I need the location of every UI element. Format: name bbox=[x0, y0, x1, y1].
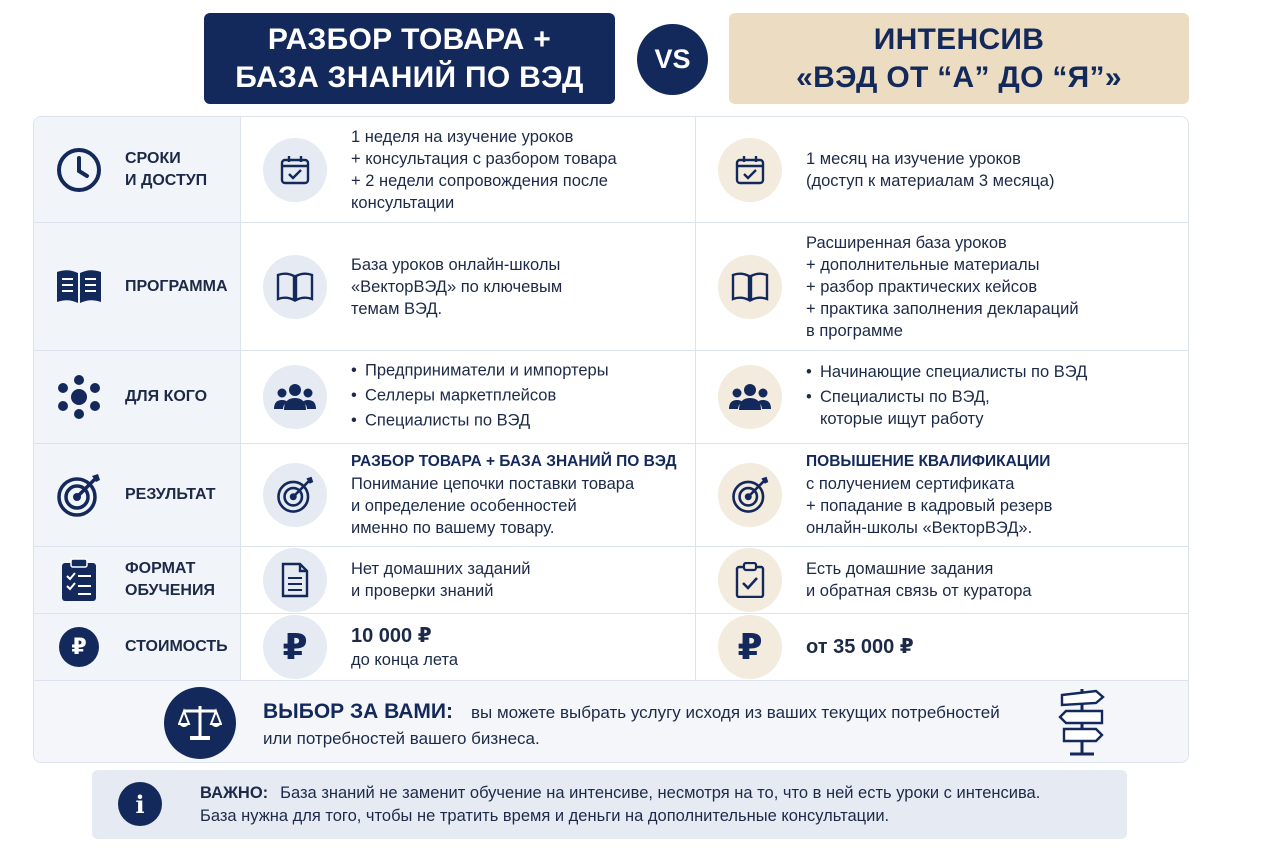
plan-a-text: 10 000 ₽ до конца лета bbox=[351, 625, 459, 669]
gear-people-icon bbox=[54, 372, 104, 422]
plan-a-header bbox=[204, 13, 615, 104]
row-label: ФОРМАТ ОБУЧЕНИЯ bbox=[125, 560, 215, 599]
users-group-icon bbox=[718, 365, 782, 429]
row-label: СРОКИ И ДОСТУП bbox=[125, 149, 208, 189]
row-result bbox=[34, 444, 1189, 547]
plan-b-cell bbox=[696, 223, 1189, 350]
plan-a-text: База уроков онлайн-школы «ВекторВЭД» по ключевым темам ВЭД. bbox=[351, 255, 563, 318]
plan-b-text: • Начинающие специалисты по ВЭД • Специалисты по ВЭД, которые ищут работу bbox=[806, 361, 1178, 433]
plan-a-text: Нет домашних заданий и проверки знаний bbox=[351, 560, 531, 600]
plan-a-cell bbox=[241, 547, 696, 613]
calendar-check-icon bbox=[718, 138, 782, 202]
info-icon: i bbox=[118, 782, 162, 826]
checklist-icon bbox=[54, 555, 104, 605]
plan-b-cell bbox=[696, 444, 1189, 546]
book-icon bbox=[54, 262, 104, 312]
plan-b-cell bbox=[696, 117, 1189, 222]
row-label-cell bbox=[34, 351, 241, 443]
plan-a-cell bbox=[241, 351, 696, 443]
ruble-icon: ₽ bbox=[263, 615, 327, 679]
plan-a-text: 1 неделя на изучение уроков + консультация с разбором товара + 2 недели сопровождения после консультации bbox=[351, 127, 617, 212]
plan-a-cell bbox=[241, 614, 696, 680]
target-icon bbox=[54, 470, 104, 520]
row-label-cell bbox=[34, 444, 241, 546]
row-format bbox=[34, 547, 1189, 614]
row-price bbox=[34, 614, 1189, 681]
row-label: ДЛЯ КОГО bbox=[125, 388, 208, 405]
important-note bbox=[92, 770, 1127, 839]
scales-icon bbox=[164, 687, 236, 759]
signpost-icon bbox=[1056, 685, 1108, 763]
plan-b-text: от 35 000 ₽ bbox=[806, 636, 914, 658]
row-label-cell bbox=[34, 117, 241, 222]
vs-badge: VS bbox=[637, 24, 708, 95]
open-book-icon bbox=[718, 255, 782, 319]
row-label-cell bbox=[34, 614, 241, 680]
choice-section bbox=[34, 681, 1189, 763]
row-label: СТОИМОСТЬ bbox=[125, 638, 228, 655]
clock-icon bbox=[54, 145, 104, 195]
plan-b-text: ПОВЫШЕНИЕ КВАЛИФИКАЦИИ с получением сертификата + попадание в кадровый резерв онлайн-школы «ВекторВЭД». bbox=[806, 453, 1053, 537]
ruble-icon: ₽ bbox=[54, 622, 104, 672]
target-icon bbox=[263, 463, 327, 527]
users-group-icon bbox=[263, 365, 327, 429]
plan-a-title-line2: БАЗА ЗНАНИЙ ПО ВЭД bbox=[235, 60, 584, 94]
plan-a-cell bbox=[241, 223, 696, 350]
plan-b-cell bbox=[696, 614, 1189, 680]
plan-a-text: РАЗБОР ТОВАРА + БАЗА ЗНАНИЙ ПО ВЭД Понимание цепочки поставки товара и определение особенностей именно по вашему товару. bbox=[351, 453, 677, 537]
plan-a-cell bbox=[241, 117, 696, 222]
row-label-cell bbox=[34, 547, 241, 613]
plan-a-text: • Предприниматели и импортеры • Селлеры маркетплейсов • Специалисты по ВЭД bbox=[351, 360, 683, 435]
plan-b-text: 1 месяц на изучение уроков (доступ к материалам 3 месяца) bbox=[806, 149, 1055, 190]
plan-a-title-line1: РАЗБОР ТОВАРА + bbox=[267, 22, 552, 56]
document-icon bbox=[263, 548, 327, 612]
choice-title: ВЫБОР ЗА ВАМИ: bbox=[263, 700, 454, 723]
plan-b-title-line2: «ВЭД ОТ “А” ДО “Я”» bbox=[796, 60, 1122, 94]
note-text: ВАЖНО: База знаний не заменит обучение на интенсиве, несмотря на то, что в ней есть уроки с интенсива. База нужна для того, чтобы не тратить время и деньги на дополнительные консультации. bbox=[200, 784, 1041, 825]
calendar-check-icon bbox=[263, 138, 327, 202]
clipboard-check-icon bbox=[718, 548, 782, 612]
ruble-icon: ₽ bbox=[718, 615, 782, 679]
plan-a-cell bbox=[241, 444, 696, 546]
target-icon bbox=[718, 463, 782, 527]
open-book-icon bbox=[263, 255, 327, 319]
row-audience bbox=[34, 351, 1189, 444]
choice-text: ВЫБОР ЗА ВАМИ: вы можете выбрать услугу исходя из ваших текущих потребностей или потребностей вашего бизнеса. bbox=[263, 700, 1000, 748]
plan-b-cell bbox=[696, 547, 1189, 613]
row-label: РЕЗУЛЬТАТ bbox=[125, 486, 216, 503]
row-terms bbox=[34, 117, 1189, 223]
plan-b-text: Расширенная база уроков + дополнительные материалы + разбор практических кейсов + практика заполнения деклараций в программе bbox=[806, 233, 1079, 340]
comparison-table bbox=[33, 116, 1189, 763]
plan-b-title-line1: ИНТЕНСИВ bbox=[873, 22, 1045, 56]
plan-b-cell bbox=[696, 351, 1189, 443]
plan-b-header bbox=[729, 13, 1189, 104]
row-label: ПРОГРАММА bbox=[125, 277, 228, 295]
note-title: ВАЖНО: bbox=[200, 784, 269, 802]
row-program bbox=[34, 223, 1189, 351]
plan-b-text: Есть домашние задания и обратная связь от куратора bbox=[806, 560, 1032, 600]
row-label-cell bbox=[34, 223, 241, 350]
